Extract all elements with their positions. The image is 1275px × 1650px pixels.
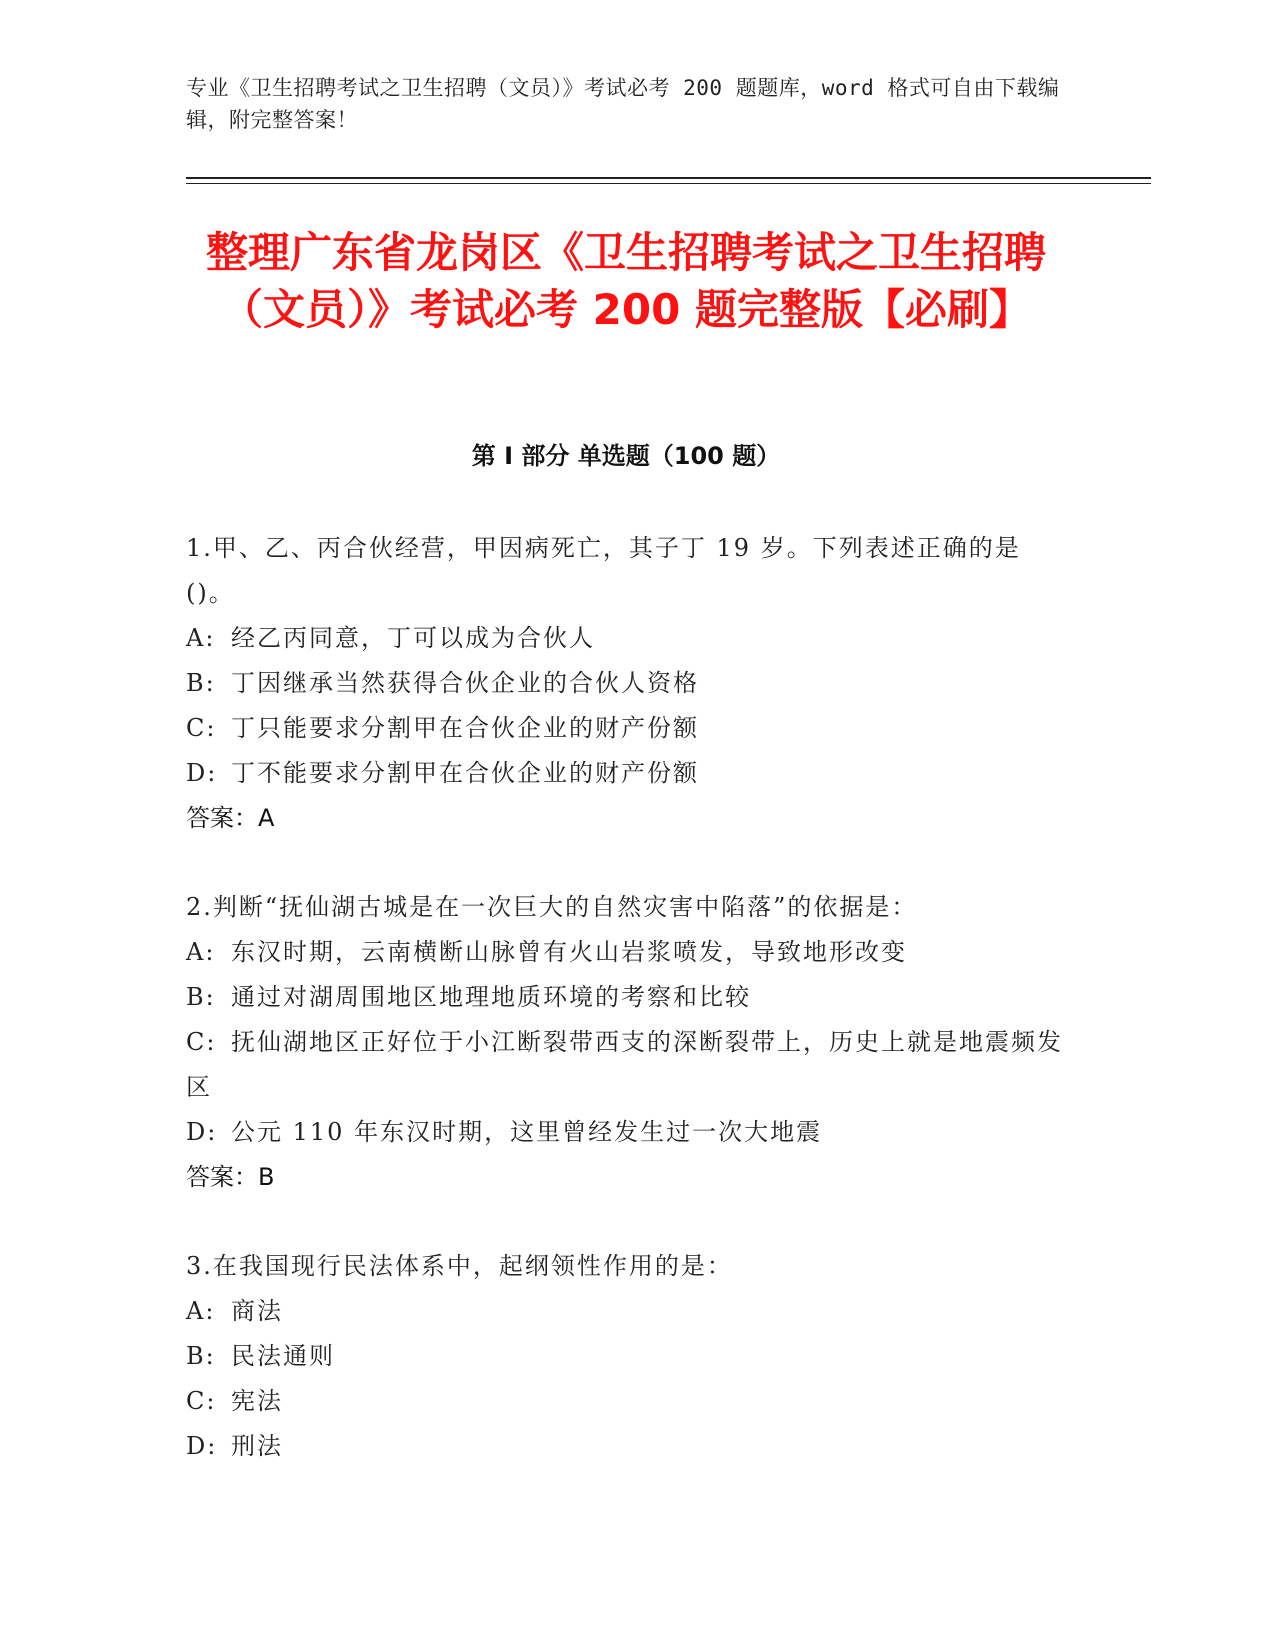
option-letter: B: [186,983,216,1011]
option-text: 丁因继承当然获得合伙企业的合伙人资格 [231,669,699,697]
option-b [186,661,1066,706]
question-1 [186,526,1066,841]
option-text: 通过对湖周围地区地理地质环境的考察和比较 [231,983,751,1011]
header-divider-thick [186,177,1151,179]
option-letter: B: [186,1342,216,1370]
option-text: 刑法 [231,1432,283,1460]
question-2 [186,885,1066,1200]
option-letter: C: [186,1387,217,1415]
option-text: 经乙丙同意，丁可以成为合伙人 [231,624,595,652]
header-divider-thin [186,183,1151,184]
option-text: 丁只能要求分割甲在合伙企业的财产份额 [231,714,699,742]
question-3 [186,1244,1066,1469]
option-text: 丁不能要求分割甲在合伙企业的财产份额 [231,759,699,787]
option-text: 抚仙湖地区正好位于小江断裂带西支的深断裂带上，历史上就是地震频发区 [186,1028,1063,1101]
option-letter: A: [186,938,216,966]
option-text: 民法通则 [231,1342,335,1370]
option-letter: D: [186,759,218,787]
option-a [186,1289,1066,1334]
option-b [186,1334,1066,1379]
question-stem: 3.在我国现行民法体系中，起纲领性作用的是： [186,1252,733,1280]
option-letter: C: [186,1028,217,1056]
option-c [186,706,1066,751]
question-stem: 2.判断“抚仙湖古城是在一次巨大的自然灾害中陷落”的依据是： [186,893,918,921]
document-title: 整理广东省龙岗区《卫生招聘考试之卫生招聘（文员）》考试必考 200 题完整版【必刷】 [205,228,1046,334]
option-text: 商法 [231,1297,283,1325]
question-list [186,526,1066,1513]
question-stem: 1.甲、乙、丙合伙经营，甲因病死亡，其子丁 19 岁。下列表述正确的是()。 [186,534,1021,607]
option-a [186,616,1066,661]
option-d [186,1424,1066,1469]
option-letter: A: [186,624,216,652]
option-text: 公元 110 年东汉时期，这里曾经发生过一次大地震 [231,1118,823,1146]
option-a [186,930,1066,975]
option-c [186,1020,1066,1110]
option-letter: D: [186,1432,218,1460]
answer-line: 答案：A [186,804,275,832]
option-d [186,1110,1066,1155]
header-note: 专业《卫生招聘考试之卫生招聘（文员）》考试必考 200 题题库，word 格式可自由下载编辑，附完整答案！ [186,76,1060,132]
answer-line: 答案：B [186,1163,275,1191]
option-text: 宪法 [231,1387,283,1415]
option-b [186,975,1066,1020]
option-c [186,1379,1066,1424]
option-d [186,751,1066,796]
option-letter: B: [186,669,216,697]
option-letter: C: [186,714,217,742]
option-letter: A: [186,1297,216,1325]
option-letter: D: [186,1118,218,1146]
option-text: 东汉时期，云南横断山脉曾有火山岩浆喷发，导致地形改变 [231,938,907,966]
section-title: 第 I 部分 单选题（100 题） [471,442,781,470]
